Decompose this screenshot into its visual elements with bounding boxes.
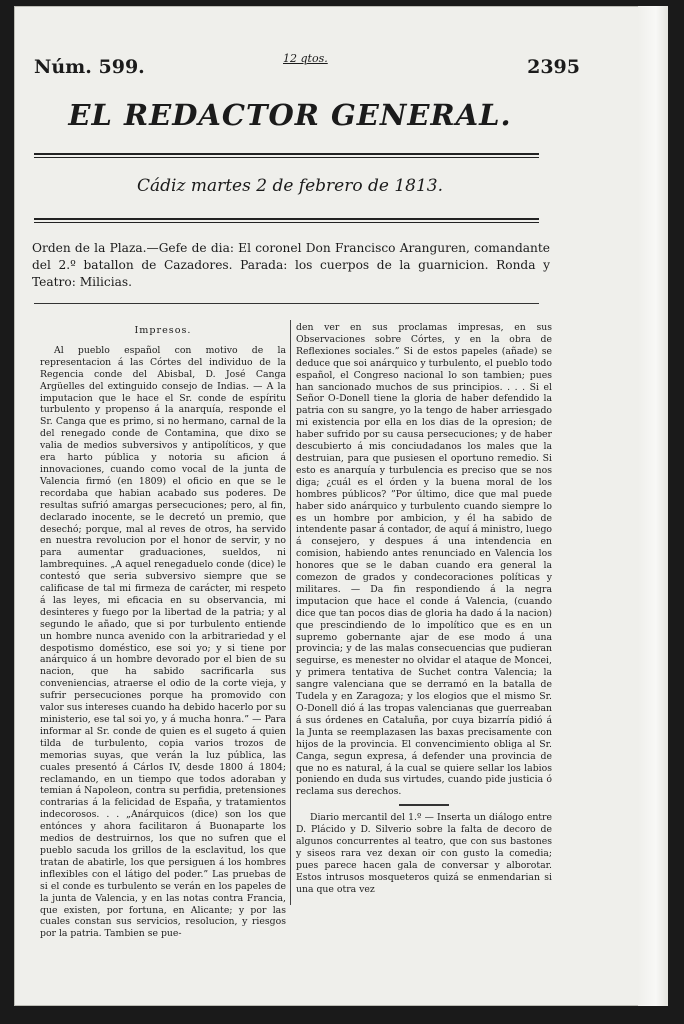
orden-de-la-plaza: Orden de la Plaza.—Gefe de dia: El coronel Don Francisco Aranguren, comandante del 2.º batallon de Cazadores. Parada: los cuerpos de la guarnicion. Ronda y Teatro: Milicias. (32, 241, 550, 289)
title-rule (34, 153, 539, 158)
right-column (296, 322, 552, 905)
page-serial: 2395 (527, 56, 580, 78)
issue-number: Núm. 599. (34, 56, 145, 78)
article-text: Al pueblo español con motivo de la representacion á las Córtes del individuo de la Regencia conde del Abisbal, D. José Canga Argüelles del extinguido consejo de Indias. — A la imputacion que le hace el Sr. conde de espíritu turbulento y propenso á la anarquía, responde el Sr. Canga que es primo, si no hermano, carnal de la del renegado conde de Contamina, que dixo se valia de medios subversivos y antipolíticos, y que era harto pública y notoria su aficion á innovaciones, cuando como vocal de la junta de Valencia firmó (en 1809) el oficio en que se le recordaba que habian acabado sus poderes. De resultas sufrió amargas persecuciones; pero, al fin, declarado inocente, se le decretó un premio, que desechó; porque, mal al reves de otros, ha servido en nuestra revolucion por el honor de servir, y no para aumentar graduaciones, sueldos, ni lambrequines. „A aquel renegaduelo conde (dice) le contestó que seria subversivo siempre que se calificase de tal mi firmeza de carácter, mi respeto á las leyes, mi eficacia en su observancia, mi desinteres y fuego por la libertad de la patria; y al segundo le añado, que si por turbulento entiende un hombre nunca avenido con la arbitrariedad y el despotismo doméstico, ese soi yo; y si tiene por anárquico á un hombre devorado por el bien de su nacion, que ha sabido sacrificarla sus conveniencias, atraerse el odio de la corte vieja, y sufrir persecuciones porque ha promovido con valor sus intereses cuando ha debido hacerlo por su ministerio, ese tal soi yo, y á mucha honra.” — Para informar al Sr. conde de quien es el sugeto á quien tilda de turbulento, copia varios trozos de memorias suyas, que verán la luz pública, las cuales presentó á Cárlos IV, desde 1800 á 1804; reclamando, en un tiempo que todos adoraban y temian á Napoleon, contra su perfidia, pretensiones contrarias á la felicidad de España, y tratamientos indecorosos. . . „Anárquicos (dice) son los que entónces y ahora facilitaron á Buonaparte los medios de destruirnos, los que no sufren que el pueblo sacuda los grillos de la esclavitud, los que tratan de abatirle, los que persiguen á los hombres inflexibles con el látigo del poder.” Las pruebas de si el conde es turbulento se verán en los papeles de la junta de Valencia, y en las notas contra Francia, que existen, por fortuna, en Alicante; y por las cuales constan sus servicios, resolucion, y riesgos por la patria. Tambien se pue- (40, 344, 286, 940)
publication-date: Cádiz martes 2 de febrero de 1813. (137, 176, 443, 196)
left-column (40, 325, 286, 940)
newspaper-title: EL REDACTOR GENERAL. (68, 98, 512, 132)
price-note: 12 qtos. (283, 52, 328, 65)
column-divider (290, 320, 291, 905)
date-rule (34, 218, 539, 223)
page-edge (638, 6, 668, 1006)
article-separator (399, 804, 449, 806)
section-heading: Impresos. (134, 325, 192, 336)
section-rule (34, 303, 539, 304)
article-continuation: den ver en sus proclamas impresas, en sus Observaciones sobre Córtes, y en la obra de Reflexiones sociales.” Si de estos papeles (añade) se deduce que soi anárquico y turbulento, el pueblo todo español, el Congreso nacional lo son tambien; pues han sancionado muchos de sus principios. . . . Si el Señor O-Donell tiene la gloria de haber defendido la patria con su sangre, yo la tengo de haber arriesgado mi existencia por ella en los dias de la opresion; de haber sufrido por su causa persecuciones; y de haber descubierto á mis conciudadanos los males que la destruian, para que pusiesen el oportuno remedio. Si esto es anarquía y turbulencia es preciso que se nos diga; ¿cuál es el órden y la buena moral de los hombres públicos? ”Por último, dice que mal puede haber sido anárquico y turbulento cuando siempre lo es un hombre por ambicion, y él ha sabido de intendente pasar á contador, de aquí á ministro, luego á consejero, y despues á una intendencia en comision, habiendo antes renunciado en Valencia los honores que se le daban cuando era general la comezon de grados y condecoraciones políticas y militares. — Da fin respondiendo á la negra imputacion que hace el conde á Valencia, (cuando dice que tan pocos dias de gloria ha dado á la nacion) que prescindiendo de lo impolítico que es en un supremo gobernante ajar de ese modo á una provincia; y de las malas consecuencias que pudieran seguirse, es menester no olvidar el ataque de Moncei, y primera tentativa de Suchet contra Valencia; la sangre valenciana que se derramó en la batalla de Tudela y en Zaragoza; y los elogios que el mismo Sr. O-Donell dió á las tropas valencianas que guerreaban á sus órdenes en Cataluña, por cuya bizarría pidió á la Junta se reemplazasen las baxas precisamente con hijos de la provincia. El convencimiento obliga al Sr. Canga, segun expresa, á defender una provincia de que no es natural, á la cual se quiere sellar los labios poniendo en duda sus virtudes, cuando pide justicia ó reclama sus derechos. (296, 322, 553, 798)
diario-mercantil-article: Diario mercantil del 1.º — Inserta un diálogo entre D. Plácido y D. Silverio sobre la falta de decoro de algunos concurrentes al teatro, que con sus bastones y siseos rara vez dexan oir con gusto la comedia; pues parece hacen gala de conversar y alborotar. Estos intrusos mosqueteros quizá se enmendarian si una que otra vez (296, 812, 552, 895)
